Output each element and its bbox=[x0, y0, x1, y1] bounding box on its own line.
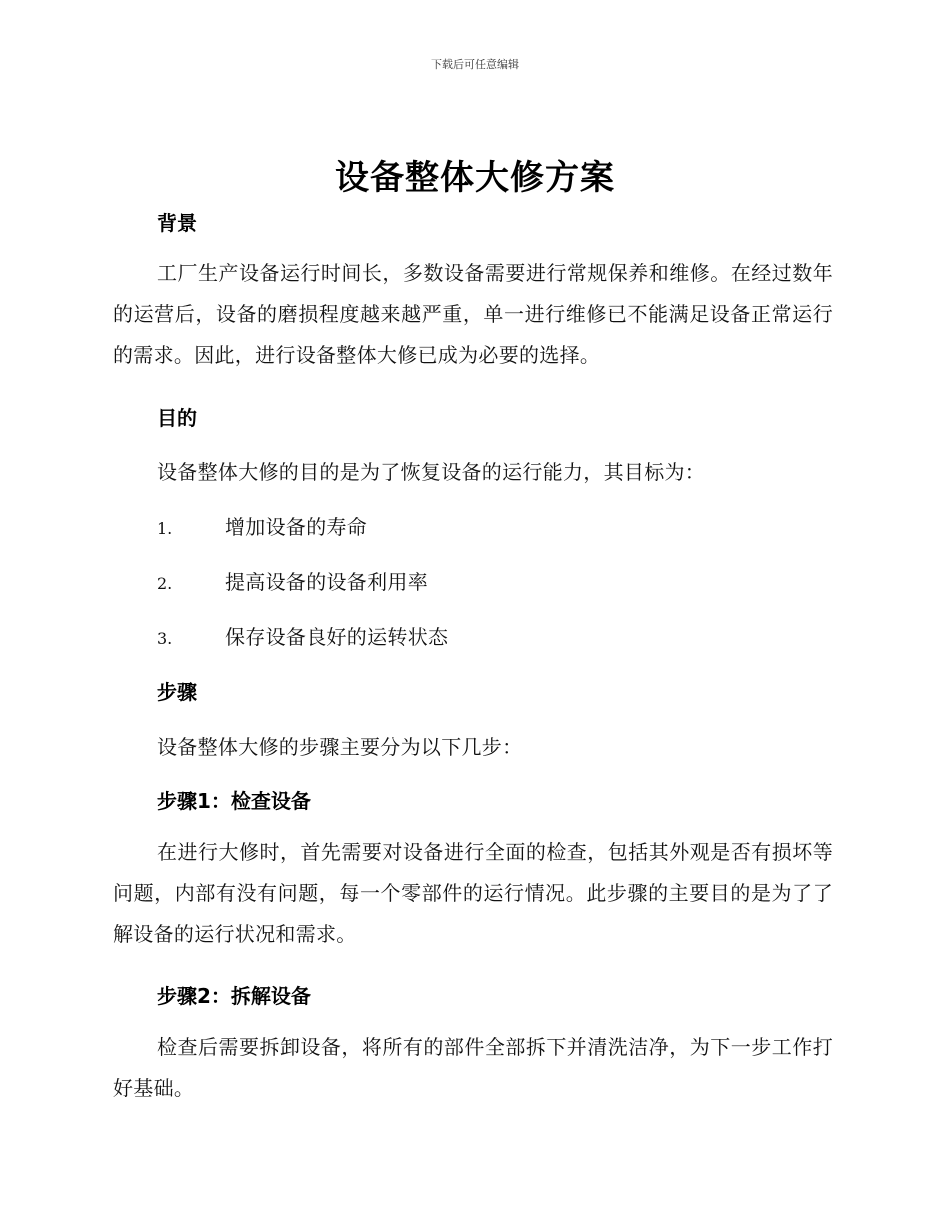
list-item bbox=[157, 621, 448, 650]
steps-intro: 设备整体大修的步骤主要分为以下几步： bbox=[157, 735, 523, 759]
list-item-text: 提高设备的设备利用率 bbox=[225, 570, 428, 594]
section-heading-steps: 步骤 bbox=[157, 680, 197, 704]
list-item bbox=[157, 566, 428, 595]
list-number: 2. bbox=[157, 574, 173, 593]
list-number: 1. bbox=[157, 519, 173, 538]
background-paragraph: 工厂生产设备运行时间长，多数设备需要进行常规保养和维修。在经过数年的运营后，设备的磨损程度越来越严重，单一进行维修已不能满足设备正常运行的需求。因此，进行设备整体大修已成为必要的选择。 bbox=[113, 261, 833, 367]
step2-heading: 步骤2：拆解设备 bbox=[157, 984, 311, 1008]
header-note: 下载后可任意编辑 bbox=[431, 58, 519, 71]
section-heading-background: 背景 bbox=[157, 211, 197, 235]
step1-paragraph: 在进行大修时，首先需要对设备进行全面的检查，包括其外观是否有损坏等问题，内部有没有问题，每一个零部件的运行情况。此步骤的主要目的是为了了解设备的运行状况和需求。 bbox=[113, 840, 833, 946]
list-item bbox=[157, 511, 367, 540]
list-number: 3. bbox=[157, 629, 173, 648]
section-heading-purpose: 目的 bbox=[157, 406, 197, 430]
step2-paragraph: 检查后需要拆卸设备，将所有的部件全部拆下并清洗洁净，为下一步工作打好基础。 bbox=[113, 1035, 833, 1100]
document-title: 设备整体大修方案 bbox=[335, 158, 615, 198]
step1-heading: 步骤1：检查设备 bbox=[157, 789, 311, 813]
list-item-text: 增加设备的寿命 bbox=[225, 515, 368, 539]
list-item-text: 保存设备良好的运转状态 bbox=[225, 625, 449, 649]
purpose-intro: 设备整体大修的目的是为了恢复设备的运行能力，其目标为： bbox=[157, 460, 706, 484]
